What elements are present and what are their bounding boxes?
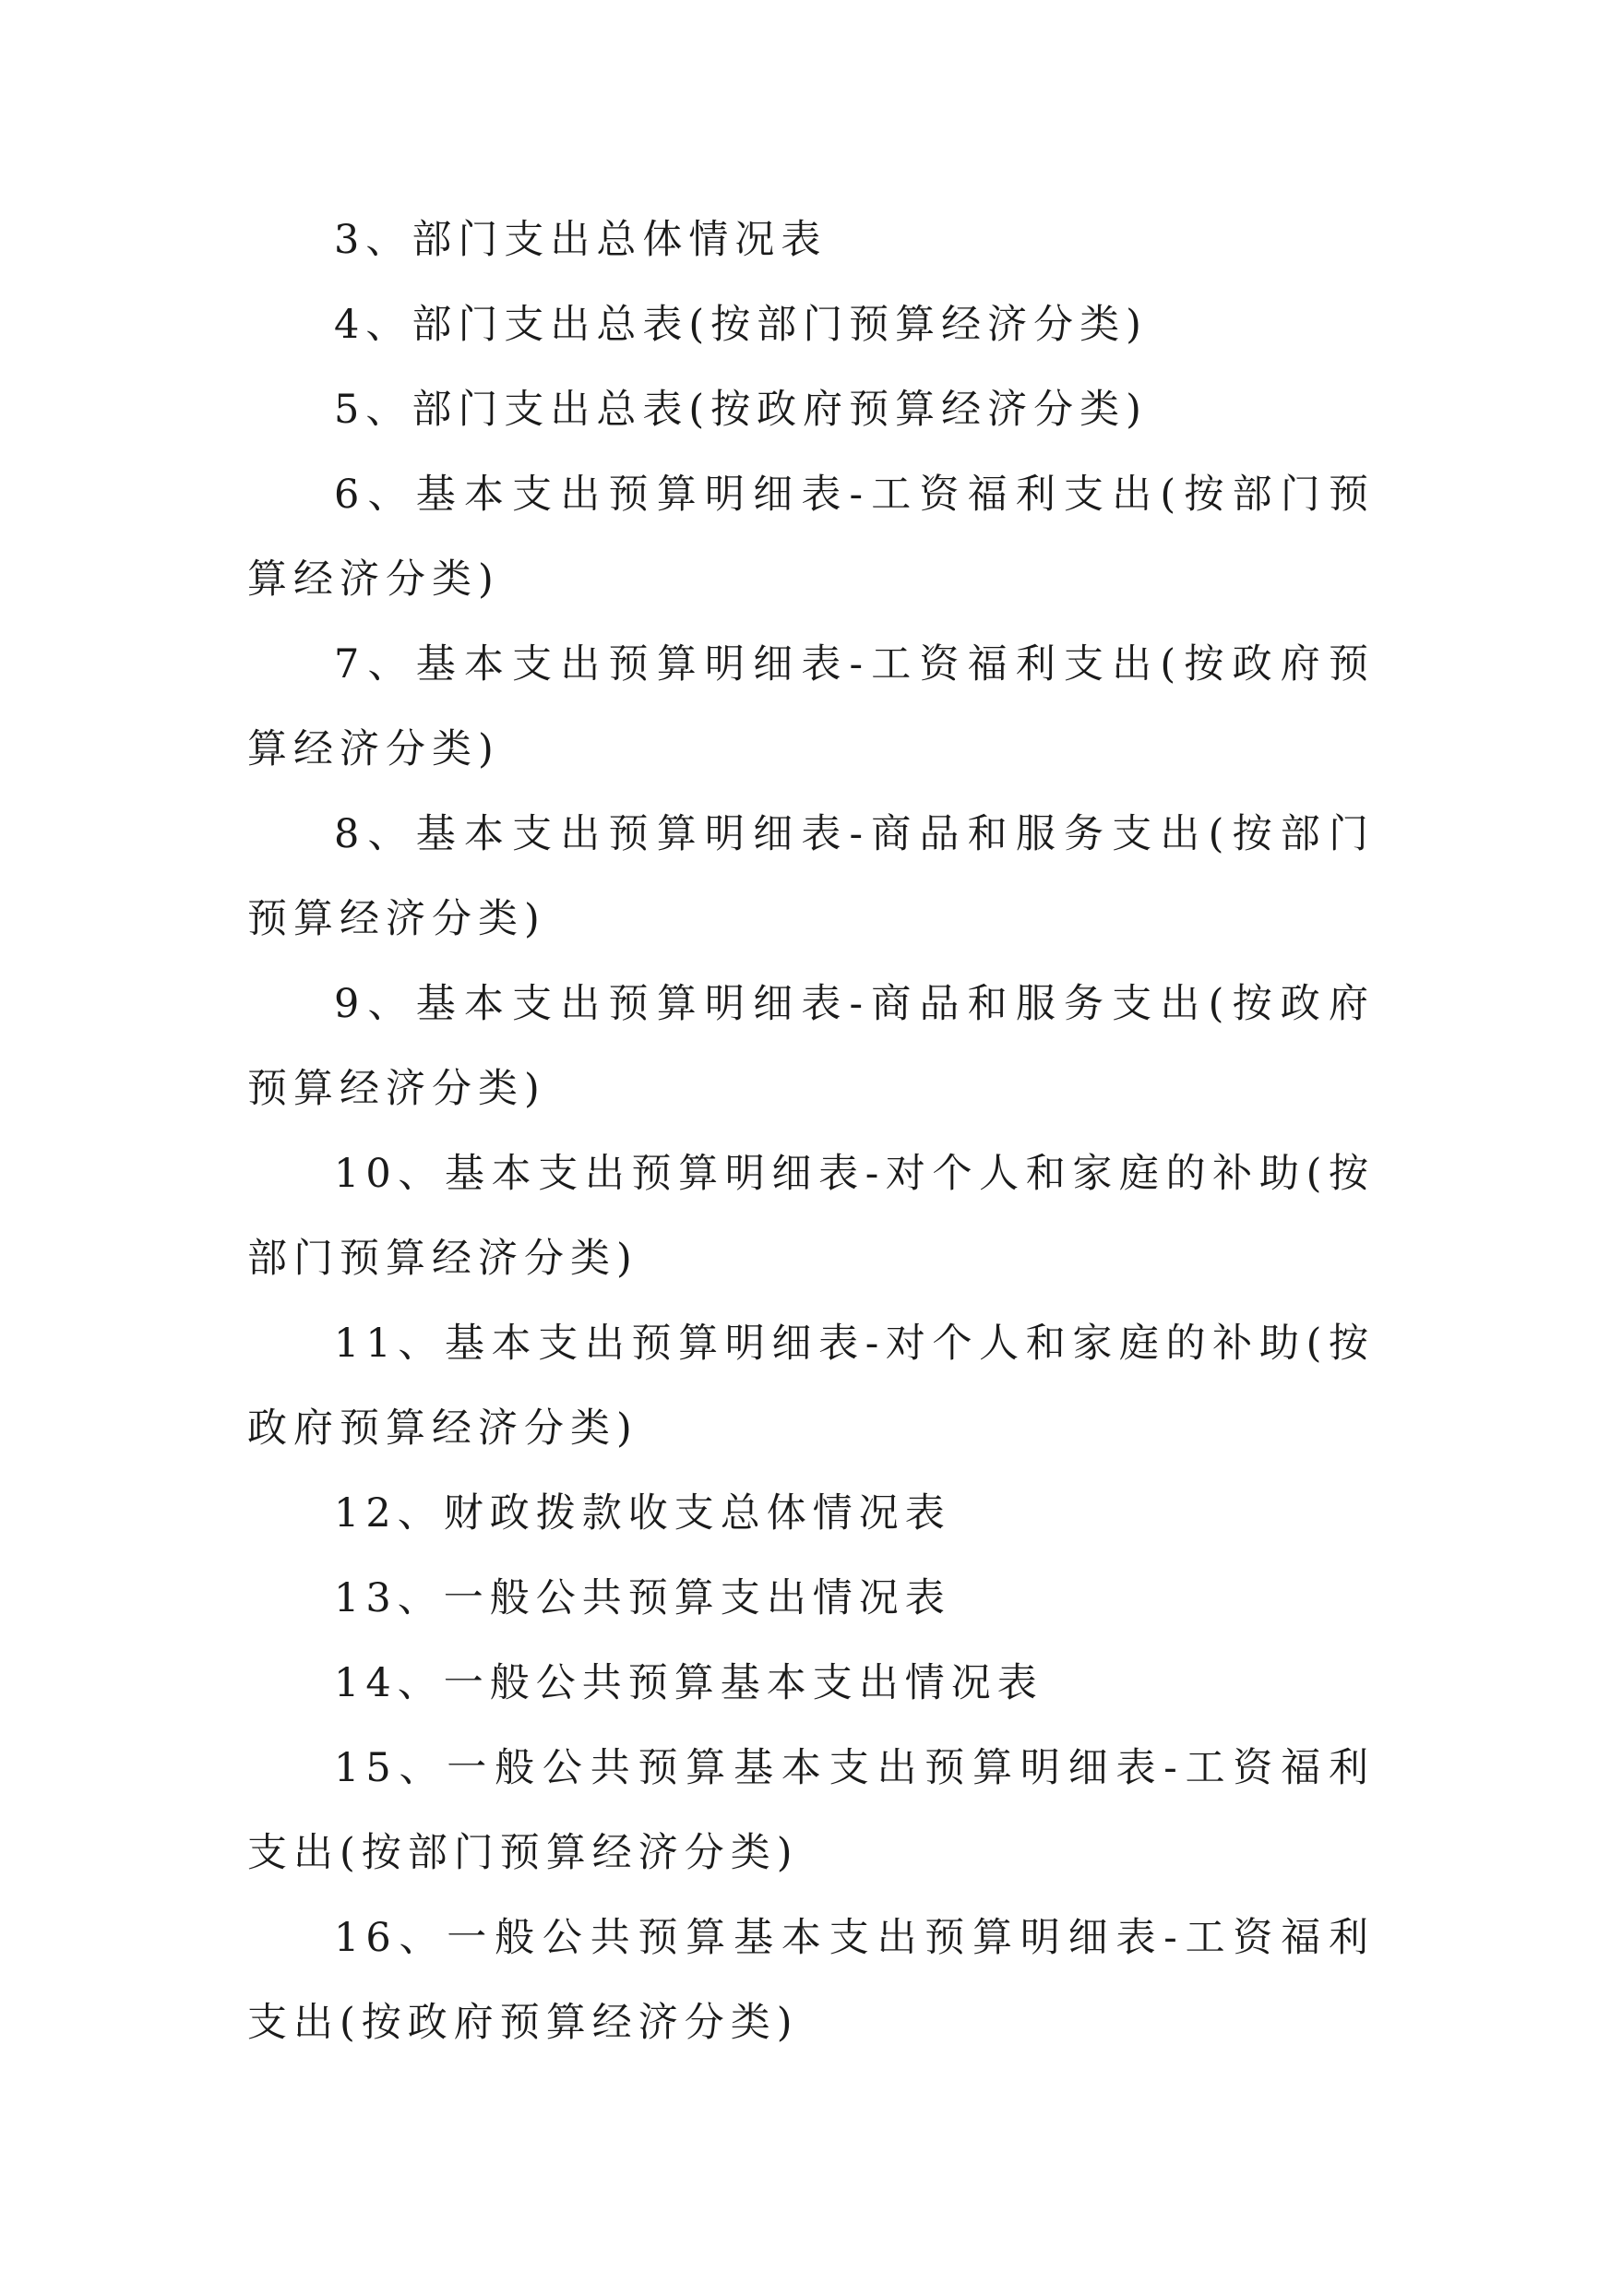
list-item: 15、一般公共预算基本支出预算明细表-工资福利支出(按部门预算经济分类) — [247, 1745, 1375, 1876]
list-item: 5、部门支出总表(按政府预算经济分类) — [334, 387, 1148, 433]
table-list — [247, 197, 1375, 2065]
list-item: 3、部门支出总体情况表 — [334, 217, 828, 263]
list-item: 9、基本支出预算明细表-商品和服务支出(按政府预算经济分类) — [247, 981, 1375, 1112]
list-item: 14、一般公共预算基本支出情况表 — [334, 1660, 1044, 1706]
list-item: 12、财政拨款收支总体情况表 — [334, 1490, 951, 1537]
list-item: 8、基本支出预算明细表-商品和服务支出(按部门预算经济分类) — [247, 811, 1375, 942]
list-item: 6、基本支出预算明细表-工资福利支出(按部门预算经济分类) — [247, 472, 1375, 603]
list-item: 16、一般公共预算基本支出预算明细表-工资福利支出(按政府预算经济分类) — [247, 1915, 1375, 2046]
list-item: 10、基本支出预算明细表-对个人和家庭的补助(按部门预算经济分类) — [247, 1151, 1375, 1282]
list-item: 11、基本支出预算明细表-对个人和家庭的补助(按政府预算经济分类) — [247, 1321, 1375, 1452]
list-item: 13、一般公共预算支出情况表 — [334, 1575, 951, 1621]
list-item: 7、基本支出预算明细表-工资福利支出(按政府预算经济分类) — [247, 641, 1375, 772]
list-item: 4、部门支出总表(按部门预算经济分类) — [334, 302, 1148, 348]
